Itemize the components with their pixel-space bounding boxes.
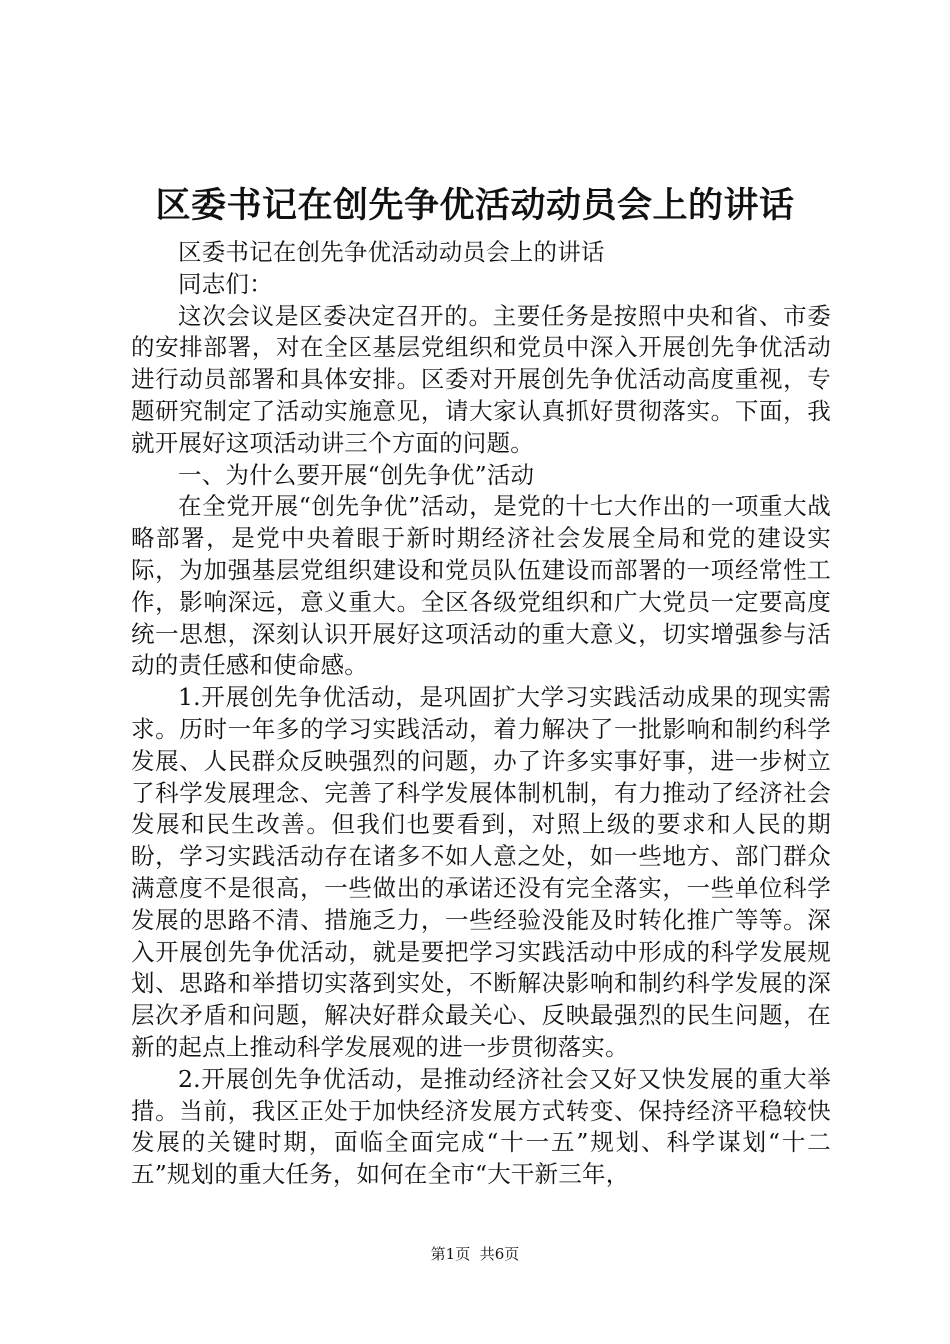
body-paragraph: 这次会议是区委决定召开的。主要任务是按照中央和省、市委的安排部署，对在全区基层党组织和党员中深入开展创先争优活动进行动员部署和具体安排。区委对开展创先争优活动高度重视，专题研究制定了活动实施意见，请大家认真抓好贯彻落实。下面，我就开展好这项活动讲三个方面的问题。	[131, 301, 831, 457]
page-total: 共6页	[479, 1245, 520, 1263]
page-number: 第1页	[430, 1245, 471, 1263]
page-footer	[0, 1244, 950, 1264]
body-paragraph: 1.开展创先争优活动，是巩固扩大学习实践活动成果的现实需求。历时一年多的学习实践活动，着力解决了一批影响和制约科学发展、人民群众反映强烈的问题，办了许多实事好事，进一步树立了科学发展理念、完善了科学发展体制机制，有力推动了经济社会发展和民生改善。但我们也要看到，对照上级的要求和人民的期盼，学习实践活动存在诸多不如人意之处，如一些地方、部门群众满意度不是很高，一些做出的承诺还没有完全落实，一些单位科学发展的思路不清、措施乏力，一些经验没能及时转化推广等等。深入开展创先争优活动，就是要把学习实践活动中形成的科学发展规划、思路和举措切实落到实处，不断解决影响和制约科学发展的深层次矛盾和问题，解决好群众最关心、反映最强烈的民生问题，在新的起点上推动科学发展观的进一步贯彻落实。	[131, 683, 831, 1061]
document-title: 区委书记在创先争优活动动员会上的讲话	[155, 185, 795, 226]
section-heading: 一、为什么要开展“创先争优”活动	[178, 460, 535, 489]
document-body	[131, 237, 831, 1191]
body-paragraph: 2.开展创先争优活动，是推动经济社会又好又快发展的重大举措。当前，我区正处于加快经济发展方式转变、保持经济平稳较快发展的关键时期，面临全面完成“十一五”规划、科学谋划“十二五”规划的重大任务，如何在全市“大干新三年，	[131, 1064, 831, 1189]
subtitle-paragraph: 区委书记在创先争优活动动员会上的讲话	[178, 238, 605, 266]
salutation-paragraph: 同志们：	[178, 269, 273, 298]
body-paragraph: 在全党开展“创先争优”活动，是党的十七大作出的一项重大战略部署，是党中央着眼于新时期经济社会发展全局和党的建设实际，为加强基层党组织建设和党员队伍建设而部署的一项经常性工作，影响深远，意义重大。全区各级党组织和广大党员一定要高度统一思想，深刻认识开展好这项活动的重大意义，切实增强参与活动的责任感和使命感。	[131, 492, 831, 680]
